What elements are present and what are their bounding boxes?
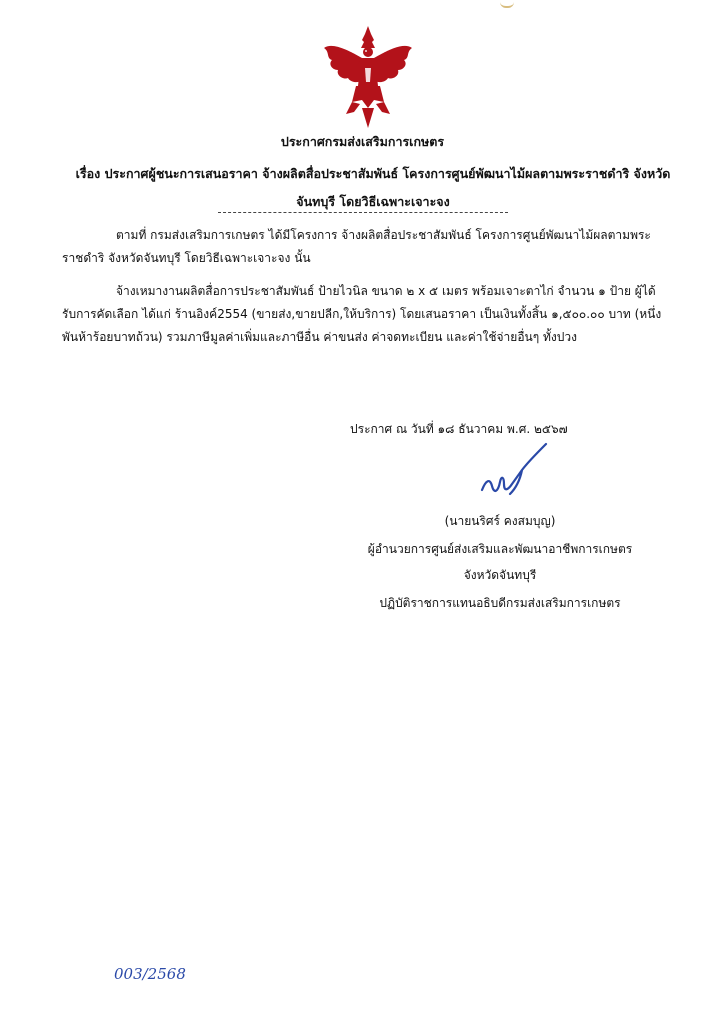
handwritten-note-text: 003/2568 — [114, 965, 186, 983]
separator-line — [218, 212, 508, 213]
body-paragraph-2: จ้างเหมางานผลิตสื่อการประชาสัมพันธ์ ป้ายไวนิล ขนาด ๒ x ๕ เมตร พร้อมเจาะตาไก่ จำนวน ๑ ป้าย ผู้ได้รับการคัดเลือก ได้แก่ ร้านอิงค์2554 (ขายส่ง,ขายปลีก,ให้บริการ) โดยเสนอราคา เป็นเงินทั้งสิ้น ๑,๕๐๐.๐๐ บาท (หนึ่งพันห้าร้อยบาทถ้วน) รวมภาษีมูลค่าเพิ่มและภาษีอื่น ค่าขนส่ง ค่าจดทะเบียน และค่าใช้จ่ายอื่นๆ ทั้งปวง — [62, 284, 662, 344]
subject-line-2: จันทบุรี โดยวิธีเฉพาะเจาะจง — [296, 194, 450, 209]
handwritten-signature-icon — [476, 440, 556, 500]
signer-acting-role: ปฏิบัติราชการแทนอธิบดีกรมส่งเสริมการเกษตร — [379, 596, 621, 610]
signer-province: จังหวัดจันทบุรี — [463, 568, 537, 582]
handwritten-reference-number — [112, 962, 202, 984]
page-edge-mark — [500, 0, 514, 8]
garuda-emblem-icon — [318, 24, 418, 130]
signer-position: ผู้อำนวยการศูนย์ส่งเสริมและพัฒนาอาชีพการเกษตร — [367, 542, 633, 556]
announcement-date: ประกาศ ณ วันที่ ๑๘ ธันวาคม พ.ศ. ๒๕๖๗ — [350, 422, 568, 436]
body-paragraph-1: ตามที่ กรมส่งเสริมการเกษตร ได้มีโครงการ จ้างผลิตสื่อประชาสัมพันธ์ โครงการศูนย์พัฒนาไม้ผลตามพระราชดำริ จังหวัดจันทบุรี โดยวิธีเฉพาะเจาะจง นั้น — [62, 228, 651, 265]
announcement-subject — [68, 160, 678, 216]
signer-name: (นายนริศร์ คงสมบุญ) — [444, 514, 556, 528]
subject-line-1: เรื่อง ประกาศผู้ชนะการเสนอราคา จ้างผลิตสื่อประชาสัมพันธ์ โครงการศูนย์พัฒนาไม้ผลตามพระราชดำริ จังหวัด — [75, 166, 671, 181]
department-title: ประกาศกรมส่งเสริมการเกษตร — [280, 134, 445, 149]
